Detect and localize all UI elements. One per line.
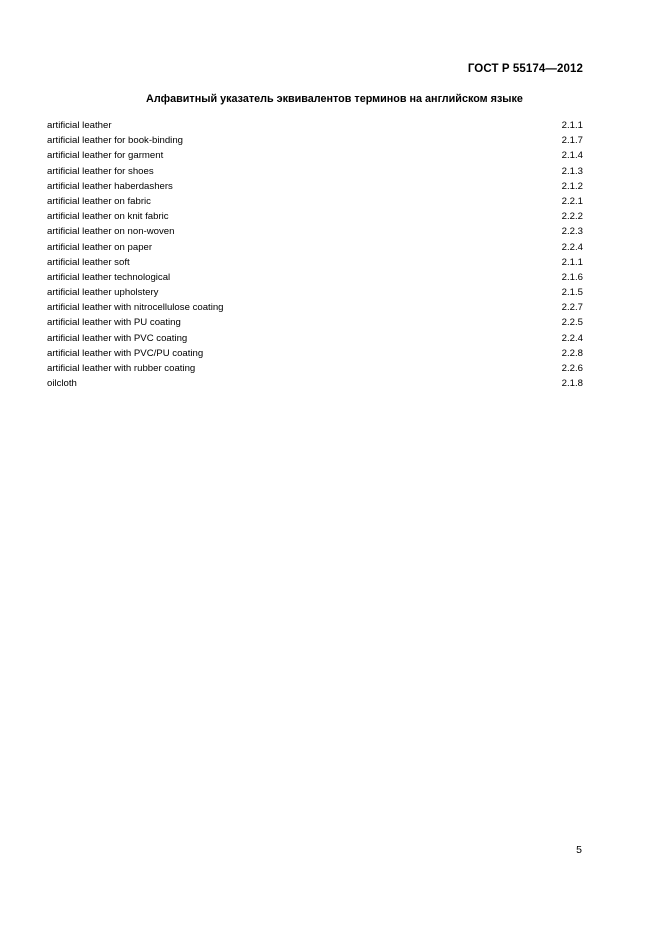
index-ref: 2.1.6: [561, 271, 583, 283]
index-row: [47, 255, 583, 270]
index-ref: 2.1.5: [561, 287, 583, 299]
index-ref: 2.2.2: [561, 211, 583, 223]
index-term: artificial leather for book-binding: [47, 135, 183, 147]
index-row: [47, 164, 583, 179]
index-term: artificial leather with PU coating: [47, 317, 181, 329]
index-row: [47, 285, 583, 300]
index-row: [47, 224, 583, 239]
index-ref: 2.2.1: [561, 195, 583, 207]
index-row: [47, 133, 583, 148]
index-term: artificial leather upholstery: [47, 287, 159, 299]
index-ref: 2.2.5: [561, 317, 583, 329]
index-term: artificial leather technological: [47, 271, 171, 283]
index-row: [47, 179, 583, 194]
index-row: [47, 346, 583, 361]
term-index-list: [47, 118, 583, 391]
index-ref: 2.1.1: [561, 256, 583, 268]
index-term: artificial leather: [47, 120, 112, 131]
index-row: [47, 240, 583, 255]
index-ref: 2.2.7: [561, 302, 583, 314]
index-ref: 2.2.4: [561, 241, 583, 253]
page-number: 5: [576, 844, 582, 856]
index-term: artificial leather on fabric: [47, 195, 151, 207]
index-ref: 2.1.8: [561, 378, 583, 390]
index-ref: 2.2.4: [561, 332, 583, 344]
index-term: artificial leather with PVC coating: [47, 332, 188, 344]
index-row: [47, 315, 583, 330]
index-ref: 2.1.1: [561, 120, 583, 131]
index-row: [47, 118, 583, 133]
index-term: artificial leather haberdashers: [47, 180, 173, 192]
index-term: artificial leather on knit fabric: [47, 211, 169, 223]
index-ref: 2.1.4: [561, 150, 583, 162]
index-row: [47, 194, 583, 209]
index-row: [47, 376, 583, 391]
index-term: oilcloth: [47, 378, 77, 390]
index-term: artificial leather for shoes: [47, 165, 154, 177]
index-ref: 2.1.2: [561, 180, 583, 192]
index-row: [47, 331, 583, 346]
index-ref: 2.1.7: [561, 135, 583, 147]
index-term: artificial leather with PVC/PU coating: [47, 347, 204, 359]
index-term: artificial leather soft: [47, 256, 130, 268]
index-ref: 2.2.3: [561, 226, 583, 238]
index-term: artificial leather for garment: [47, 150, 164, 162]
index-ref: 2.2.6: [561, 363, 583, 374]
index-row: [47, 270, 583, 285]
index-term: artificial leather on non-woven: [47, 226, 175, 238]
index-row: [47, 300, 583, 315]
index-term: artificial leather with nitrocellulose coating: [47, 302, 224, 314]
index-term: artificial leather on paper: [47, 241, 153, 253]
section-title: Алфавитный указатель эквивалентов терминов на английском языке: [146, 93, 523, 105]
document-code: ГОСТ Р 55174—2012: [467, 63, 583, 75]
index-ref: 2.1.3: [561, 165, 583, 177]
index-row: [47, 209, 583, 224]
index-row: [47, 148, 583, 163]
index-row: [47, 361, 583, 376]
index-term: artificial leather with rubber coating: [47, 363, 196, 374]
index-ref: 2.2.8: [561, 347, 583, 359]
